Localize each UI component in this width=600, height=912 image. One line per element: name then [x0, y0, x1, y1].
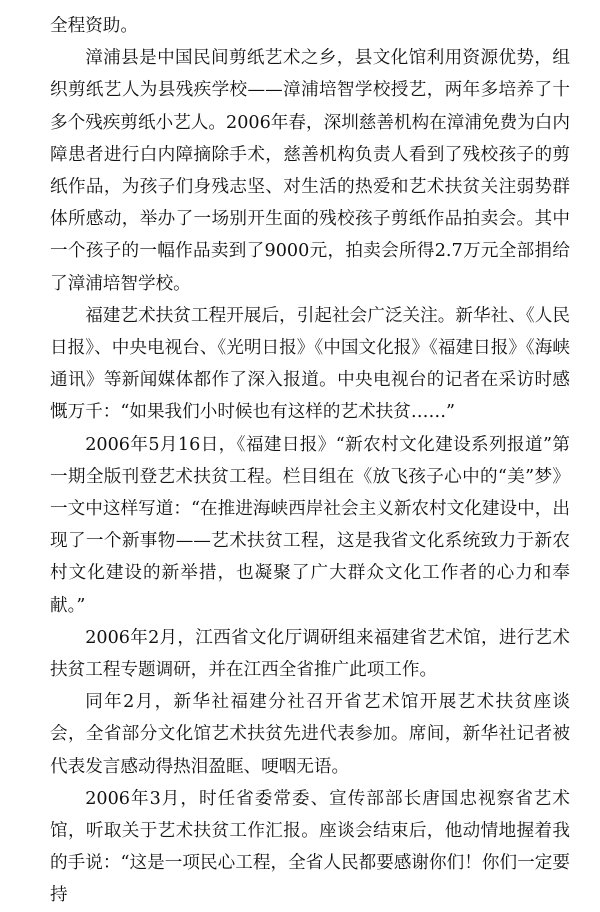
paragraph-6: 同年2月，新华社福建分社召开省艺术馆开展艺术扶贫座谈会，全省部分文化馆艺术扶贫先进代表参加。席间，新华社记者被代表发言感动得热泪盈眶、哽咽无语。: [50, 692, 570, 777]
paragraph-2: 漳浦县是中国民间剪纸艺术之乡，县文化馆利用资源优势，组织剪纸艺人为县残疾学校——漳浦培智学校授艺，两年多培养了十多个残疾剪纸小艺人。2006年春，深圳慈善机构在漳浦免费为白内障患者进行白内障摘除手术，慈善机构负责人看到了残校孩子的剪纸作品，为孩子们身残志坚、对生活的热爱和艺术扶贫关注弱势群体所感动，举办了一场别开生面的残校孩子剪纸作品拍卖会。其中一个孩子的一幅作品卖到了9000元，拍卖会所得2.7万元全部捐给了漳浦培智学校。: [50, 48, 570, 294]
paragraph-5: 2006年2月，江西省文化厅调研组来福建省艺术馆，进行艺术扶贫工程专题调研，并在江西全省推广此项工作。: [50, 627, 570, 681]
paragraph-3: 福建艺术扶贫工程开展后，引起社会广泛关注。新华社、《人民日报》、中央电视台、《光明日报》《中国文化报》《福建日报》《海峡通讯》等新闻媒体都作了深入报道。中央电视台的记者在采访时感慨万千：“如果我们小时候也有这样的艺术扶贫……”: [50, 305, 570, 423]
paragraph-1: 全程资助。: [50, 16, 138, 36]
document-page: [50, 10, 570, 912]
paragraph-4: 2006年5月16日，《福建日报》“新农村文化建设系列报道”第一期全版刊登艺术扶贫工程。栏目组在《放飞孩子心中的“美”梦》一文中这样写道：“在推进海峡西岸社会主义新农村文化建设中，出现了一个新事物——艺术扶贫工程，这是我省文化系统致力于新农村文化建设的新举措，也凝聚了广大群众文化工作者的心力和奉献。”: [50, 434, 570, 616]
paragraph-7: 2006年3月，时任省委常委、宣传部部长唐国忠视察省艺术馆，听取关于艺术扶贫工作汇报。座谈会结束后，他动情地握着我的手说：“这是一项民心工程，全省人民都要感谢你们！你们一定要持: [50, 788, 570, 906]
